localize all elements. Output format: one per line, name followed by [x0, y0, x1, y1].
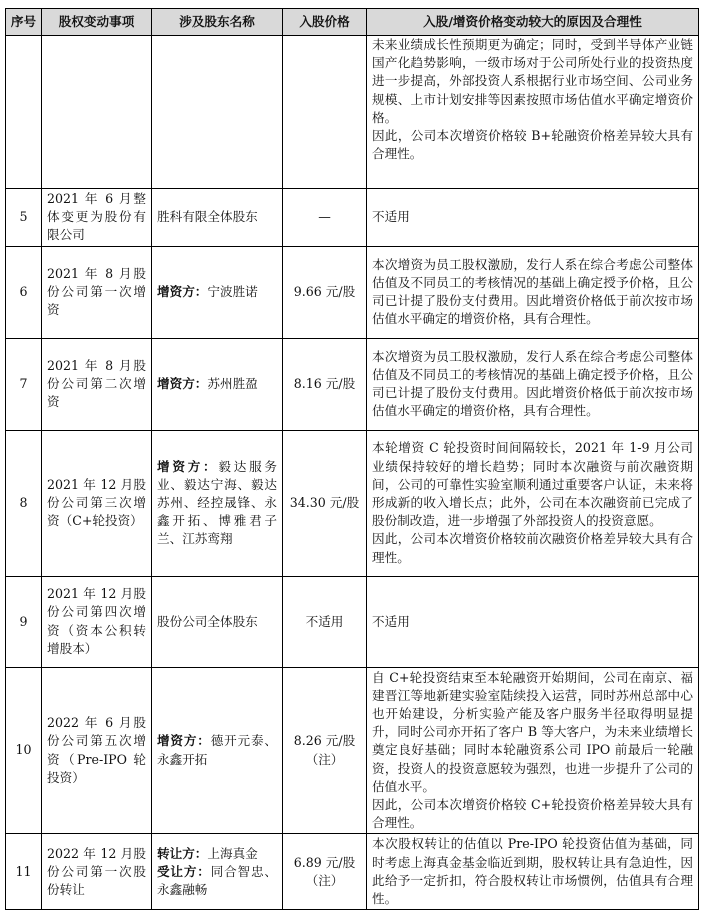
cell-seq: 9 [6, 576, 42, 667]
holder-names: 宁波胜诺 [207, 284, 258, 299]
holder-names: 德开元泰、永鑫开拓 [157, 733, 277, 767]
cell-event: 2021 年 8 月股份公司第二次增资 [42, 338, 152, 430]
cell-holder [152, 667, 283, 834]
cell-price: 8.16 元/股 [283, 338, 367, 430]
cell-event: 2021 年 12 月股份公司第四次增资（资本公积转增股本） [42, 576, 152, 667]
cell-price: 不适用 [283, 576, 367, 667]
header-seq: 序号 [6, 9, 42, 36]
header-event: 股权变动事项 [42, 9, 152, 36]
reason-paragraph: 因此，公司本次增资价格较 B+轮融资价格差异较大具有合理性。 [372, 128, 693, 162]
cell-reason [367, 430, 699, 576]
cell-seq [6, 36, 42, 189]
reason-paragraph: 因此，公司本次增资价格较前次融资价格差异较大具有合理性。 [372, 531, 693, 565]
holder-names: 毅达服务业、毅达宁海、毅达苏州、经控晟锋、永鑫开拓、博雅君子兰、江苏鸾翔 [157, 458, 277, 547]
cell-reason [367, 36, 699, 189]
cell-seq: 7 [6, 338, 42, 430]
header-price: 入股价格 [283, 9, 367, 36]
cell-event: 2021 年 12 月股份公司第三次增资（C+轮投资） [42, 430, 152, 576]
cell-holder [152, 189, 283, 247]
holder-role-label: 增资方： [157, 458, 219, 474]
equity-change-table [5, 8, 699, 910]
holder-role-label: 增资方： [157, 733, 211, 749]
holder-role-label: 受让方： [157, 863, 211, 879]
cell-seq: 6 [6, 246, 42, 338]
table-row [6, 667, 699, 834]
table-row [6, 246, 699, 338]
table-header-row [6, 9, 699, 36]
table-row [6, 430, 699, 576]
cell-price [283, 36, 367, 189]
reason-paragraph: 自 C+轮投资结束至本轮融资开始期间，公司在南京、福建晋江等地新建实验室陆续投入运营，同时苏州总部中心也开始建设，分析实验产能及客户服务半径取得明显提升，同时公司亦开拓了客户 B 等大客户，为未来业绩增长奠定良好基础；同时本轮融资系公司 IPO 前最后一轮融资，投资人的投资意愿较为强烈，也进一步提升了公司的估值水平。 [372, 669, 693, 794]
cell-event: 2021 年 8 月股份公司第一次增资 [42, 246, 152, 338]
reason-paragraph: 不适用 [372, 209, 410, 225]
holder-role-label: 转让方： [157, 845, 208, 861]
cell-holder [152, 430, 283, 576]
cell-event [42, 36, 152, 189]
cell-price: 6.89 元/股（注） [283, 834, 367, 910]
cell-price: 8.26 元/股（注） [283, 667, 367, 834]
cell-reason [367, 834, 699, 910]
cell-seq: 10 [6, 667, 42, 834]
holder-role-label: 增资方： [157, 376, 208, 391]
table-row [6, 576, 699, 667]
cell-reason [367, 338, 699, 430]
reason-paragraph: 不适用 [372, 613, 410, 629]
table-row [6, 338, 699, 430]
table-row-continued [6, 36, 699, 189]
cell-seq: 8 [6, 430, 42, 576]
reason-paragraph: 本次股权转让的估值以 Pre-IPO 轮投资估值为基础，同时考虑上海真金基金临近到期，股权转让具有急迫性，因此给予一定折扣，符合股权转让市场惯例，估值具有合理性。 [372, 836, 693, 907]
cell-holder [152, 246, 283, 338]
cell-price: — [283, 189, 367, 247]
holder-names: 苏州胜盈 [207, 376, 258, 391]
cell-price: 9.66 元/股 [283, 246, 367, 338]
table-row [6, 834, 699, 910]
reason-paragraph: 本次增资为员工股权激励，发行人系在综合考虑公司整体估值及不同员工的考核情况的基础上确定授予价格，且公司已计提了股份支付费用。因此增资价格低于前次按市场估值水平确定的增资价格，具有合理性。 [372, 348, 693, 419]
cell-reason [367, 189, 699, 247]
holder-role-label: 增资方： [157, 284, 208, 299]
reason-paragraph: 本轮增资 C 轮投资时间间隔较长，2021 年 1-9 月公司业绩保持较好的增长趋势；同时本次融资与前次融资期间，公司的可靠性实验室顺利通过重要客户认证，未来将形成新的收入增长点；此外，公司在本次融资前已完成了股份制改造，进一步增强了外部投资人的投资意愿。 [372, 440, 693, 529]
reason-paragraph: 本次增资为员工股权激励，发行人系在综合考虑公司整体估值及不同员工的考核情况的基础上确定授予价格，且公司已计提了股份支付费用。因此增资价格低于前次按市场估值水平确定的增资价格，具有合理性。 [372, 256, 693, 327]
holder-names: 上海真金 [207, 845, 258, 861]
cell-event: 2022 年 12 月股份公司第一次股份转让 [42, 834, 152, 910]
cell-holder [152, 36, 283, 189]
holder-names: 胜科有限全体股东 [157, 209, 258, 225]
holder-names: 股份公司全体股东 [157, 613, 258, 629]
cell-seq: 11 [6, 834, 42, 910]
reason-paragraph: 未来业绩成长性预期更为确定；同时，受到半导体产业链国产化趋势影响，一级市场对于公司所处行业的投资热度进一步提高，外部投资人系根据行业市场空间、公司业务规模、上市计划安排等因素按照市场估值水平确定增资价格。 [372, 37, 693, 125]
cell-price: 34.30 元/股 [283, 430, 367, 576]
table-row [6, 189, 699, 247]
cell-holder [152, 834, 283, 910]
reason-paragraph: 因此，公司本次增资价格较 C+轮投资价格差异较大具有合理性。 [372, 797, 693, 831]
cell-reason [367, 246, 699, 338]
cell-seq: 5 [6, 189, 42, 247]
cell-holder [152, 338, 283, 430]
header-holder: 涉及股东名称 [152, 9, 283, 36]
cell-event: 2022 年 6 月股份公司第五次增资（Pre-IPO 轮投资） [42, 667, 152, 834]
cell-reason [367, 576, 699, 667]
cell-reason [367, 667, 699, 834]
header-reason: 入股/增资价格变动较大的原因及合理性 [367, 9, 699, 36]
holder-names: 同合智忠、永鑫融畅 [157, 863, 277, 897]
cell-event: 2021 年 6 月整体变更为股份有限公司 [42, 189, 152, 247]
cell-holder [152, 576, 283, 667]
